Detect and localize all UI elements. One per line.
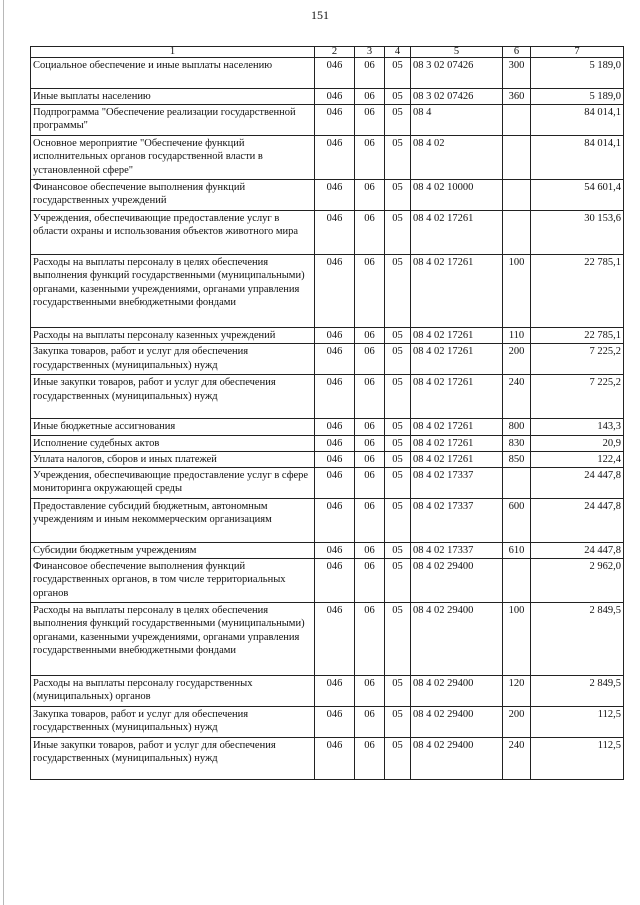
- cell-grbs: 046: [315, 559, 355, 603]
- table-row: [31, 105, 624, 136]
- cell-name: Основное мероприятие "Обеспечение функций исполнительных органов государственной власти в установленной сфере": [31, 136, 315, 180]
- cell-target-article: 08 4 02 10000: [411, 180, 503, 211]
- cell-name: Закупка товаров, работ и услуг для обеспечения государственных (муниципальных) нужд: [31, 707, 315, 738]
- cell-podrazdel: 05: [385, 468, 411, 499]
- column-header: 2: [315, 47, 355, 58]
- cell-name: Расходы на выплаты персоналу в целях обеспечения выполнения функций государственными (муниципальными) органами, казенными учреждениями, органами управления государственными внебюджетными фондами: [31, 603, 315, 676]
- cell-target-article: 08 4 02 17261: [411, 451, 503, 467]
- table-row: [31, 328, 624, 344]
- cell-expense-type: [503, 211, 531, 255]
- cell-razdel: 06: [355, 328, 385, 344]
- cell-name: Уплата налогов, сборов и иных платежей: [31, 451, 315, 467]
- cell-razdel: 06: [355, 255, 385, 328]
- cell-grbs: 046: [315, 738, 355, 780]
- cell-razdel: 06: [355, 211, 385, 255]
- cell-razdel: 06: [355, 603, 385, 676]
- column-header: 5: [411, 47, 503, 58]
- cell-grbs: 046: [315, 344, 355, 375]
- cell-amount: 30 153,6: [531, 211, 624, 255]
- cell-expense-type: 200: [503, 707, 531, 738]
- cell-podrazdel: 05: [385, 676, 411, 707]
- cell-podrazdel: 05: [385, 211, 411, 255]
- cell-name: Финансовое обеспечение выполнения функций государственных органов, в том числе территориальных органов: [31, 559, 315, 603]
- cell-amount: 84 014,1: [531, 105, 624, 136]
- cell-grbs: 046: [315, 136, 355, 180]
- cell-razdel: 06: [355, 344, 385, 375]
- cell-amount: 7 225,2: [531, 344, 624, 375]
- cell-amount: 22 785,1: [531, 255, 624, 328]
- cell-target-article: 08 4 02 17261: [411, 344, 503, 375]
- cell-name: Подпрограмма "Обеспечение реализации государственной программы": [31, 105, 315, 136]
- cell-expense-type: 100: [503, 255, 531, 328]
- cell-expense-type: 110: [503, 328, 531, 344]
- cell-grbs: 046: [315, 180, 355, 211]
- cell-podrazdel: 05: [385, 451, 411, 467]
- cell-grbs: 046: [315, 468, 355, 499]
- cell-target-article: 08 4 02 17261: [411, 419, 503, 435]
- cell-name: Расходы на выплаты персоналу в целях обеспечения выполнения функций государственными (муниципальными) органами, казенными учреждениями, органами управления государственными внебюджетными фондами: [31, 255, 315, 328]
- cell-razdel: 06: [355, 375, 385, 419]
- table-row: [31, 255, 624, 328]
- cell-target-article: 08 4 02 17261: [411, 255, 503, 328]
- cell-target-article: 08 4 02 17261: [411, 328, 503, 344]
- cell-name: Иные закупки товаров, работ и услуг для обеспечения государственных (муниципальных) нужд: [31, 375, 315, 419]
- table-row: [31, 707, 624, 738]
- cell-razdel: 06: [355, 89, 385, 105]
- cell-amount: 24 447,8: [531, 499, 624, 543]
- cell-target-article: 08 4 02 29400: [411, 559, 503, 603]
- cell-grbs: 046: [315, 58, 355, 89]
- table-row: [31, 543, 624, 559]
- cell-name: Субсидии бюджетным учреждениям: [31, 543, 315, 559]
- cell-grbs: 046: [315, 435, 355, 451]
- cell-amount: 5 189,0: [531, 89, 624, 105]
- cell-expense-type: 300: [503, 58, 531, 89]
- cell-amount: 54 601,4: [531, 180, 624, 211]
- table-row: [31, 499, 624, 543]
- cell-name: Расходы на выплаты персоналу казенных учреждений: [31, 328, 315, 344]
- cell-amount: 2 962,0: [531, 559, 624, 603]
- column-header: 7: [531, 47, 624, 58]
- cell-name: Финансовое обеспечение выполнения функций государственных учреждений: [31, 180, 315, 211]
- scan-edge-line: [3, 0, 4, 905]
- cell-amount: 24 447,8: [531, 543, 624, 559]
- table-row: [31, 676, 624, 707]
- table-row: [31, 559, 624, 603]
- cell-grbs: 046: [315, 603, 355, 676]
- cell-podrazdel: 05: [385, 180, 411, 211]
- cell-podrazdel: 05: [385, 58, 411, 89]
- table-row: [31, 468, 624, 499]
- budget-table-body: [31, 58, 624, 780]
- cell-target-article: 08 4 02 17261: [411, 435, 503, 451]
- cell-grbs: 046: [315, 451, 355, 467]
- cell-target-article: 08 4 02 29400: [411, 603, 503, 676]
- cell-grbs: 046: [315, 707, 355, 738]
- cell-razdel: 06: [355, 559, 385, 603]
- cell-razdel: 06: [355, 707, 385, 738]
- cell-podrazdel: 05: [385, 738, 411, 780]
- cell-razdel: 06: [355, 136, 385, 180]
- cell-expense-type: [503, 180, 531, 211]
- cell-expense-type: [503, 136, 531, 180]
- cell-target-article: 08 4 02 17337: [411, 543, 503, 559]
- column-header: 6: [503, 47, 531, 58]
- column-number-row: [31, 47, 624, 58]
- table-row: [31, 451, 624, 467]
- cell-expense-type: 600: [503, 499, 531, 543]
- cell-name: Учреждения, обеспечивающие предоставление услуг в области охраны и использования объектов животного мира: [31, 211, 315, 255]
- cell-amount: 122,4: [531, 451, 624, 467]
- cell-expense-type: [503, 468, 531, 499]
- cell-target-article: 08 3 02 07426: [411, 58, 503, 89]
- cell-podrazdel: 05: [385, 419, 411, 435]
- cell-grbs: 046: [315, 105, 355, 136]
- cell-amount: 84 014,1: [531, 136, 624, 180]
- cell-target-article: 08 4 02 17337: [411, 468, 503, 499]
- cell-podrazdel: 05: [385, 559, 411, 603]
- cell-expense-type: 200: [503, 344, 531, 375]
- cell-grbs: 046: [315, 543, 355, 559]
- cell-razdel: 06: [355, 676, 385, 707]
- cell-amount: 24 447,8: [531, 468, 624, 499]
- cell-razdel: 06: [355, 180, 385, 211]
- cell-podrazdel: 05: [385, 89, 411, 105]
- cell-grbs: 046: [315, 89, 355, 105]
- cell-target-article: 08 4 02 29400: [411, 707, 503, 738]
- table-row: [31, 738, 624, 780]
- cell-expense-type: [503, 559, 531, 603]
- cell-amount: 5 189,0: [531, 58, 624, 89]
- cell-razdel: 06: [355, 58, 385, 89]
- column-header: 1: [31, 47, 315, 58]
- cell-target-article: 08 3 02 07426: [411, 89, 503, 105]
- cell-name: Социальное обеспечение и иные выплаты населению: [31, 58, 315, 89]
- cell-podrazdel: 05: [385, 499, 411, 543]
- cell-expense-type: 800: [503, 419, 531, 435]
- cell-razdel: 06: [355, 105, 385, 136]
- cell-razdel: 06: [355, 468, 385, 499]
- cell-razdel: 06: [355, 499, 385, 543]
- cell-amount: 112,5: [531, 738, 624, 780]
- table-row: [31, 211, 624, 255]
- table-row: [31, 136, 624, 180]
- cell-grbs: 046: [315, 328, 355, 344]
- table-row: [31, 58, 624, 89]
- cell-target-article: 08 4 02: [411, 136, 503, 180]
- cell-amount: 2 849,5: [531, 603, 624, 676]
- cell-grbs: 046: [315, 499, 355, 543]
- cell-name: Иные закупки товаров, работ и услуг для обеспечения государственных (муниципальных) нужд: [31, 738, 315, 780]
- cell-podrazdel: 05: [385, 435, 411, 451]
- cell-target-article: 08 4 02 17337: [411, 499, 503, 543]
- table-row: [31, 435, 624, 451]
- cell-name: Учреждения, обеспечивающие предоставление услуг в сфере мониторинга окружающей среды: [31, 468, 315, 499]
- cell-razdel: 06: [355, 435, 385, 451]
- cell-expense-type: 120: [503, 676, 531, 707]
- cell-amount: 2 849,5: [531, 676, 624, 707]
- cell-expense-type: 240: [503, 738, 531, 780]
- column-header: 4: [385, 47, 411, 58]
- cell-podrazdel: 05: [385, 603, 411, 676]
- cell-expense-type: 830: [503, 435, 531, 451]
- column-header: 3: [355, 47, 385, 58]
- cell-grbs: 046: [315, 419, 355, 435]
- table-row: [31, 375, 624, 419]
- budget-table: [30, 46, 624, 780]
- cell-amount: 7 225,2: [531, 375, 624, 419]
- cell-expense-type: [503, 105, 531, 136]
- cell-amount: 20,9: [531, 435, 624, 451]
- table-row: [31, 419, 624, 435]
- cell-podrazdel: 05: [385, 255, 411, 328]
- cell-podrazdel: 05: [385, 105, 411, 136]
- cell-expense-type: 850: [503, 451, 531, 467]
- cell-target-article: 08 4 02 17261: [411, 375, 503, 419]
- cell-razdel: 06: [355, 451, 385, 467]
- table-row: [31, 180, 624, 211]
- cell-grbs: 046: [315, 255, 355, 328]
- cell-grbs: 046: [315, 211, 355, 255]
- cell-podrazdel: 05: [385, 375, 411, 419]
- cell-target-article: 08 4: [411, 105, 503, 136]
- table-row: [31, 89, 624, 105]
- cell-expense-type: 100: [503, 603, 531, 676]
- cell-podrazdel: 05: [385, 328, 411, 344]
- table-row: [31, 603, 624, 676]
- cell-name: Предоставление субсидий бюджетным, автономным учреждениям и иным некоммерческим организациям: [31, 499, 315, 543]
- cell-expense-type: 360: [503, 89, 531, 105]
- cell-name: Исполнение судебных актов: [31, 435, 315, 451]
- cell-razdel: 06: [355, 419, 385, 435]
- cell-amount: 143,3: [531, 419, 624, 435]
- cell-razdel: 06: [355, 543, 385, 559]
- cell-amount: 22 785,1: [531, 328, 624, 344]
- cell-podrazdel: 05: [385, 707, 411, 738]
- cell-razdel: 06: [355, 738, 385, 780]
- cell-name: Закупка товаров, работ и услуг для обеспечения государственных (муниципальных) нужд: [31, 344, 315, 375]
- cell-target-article: 08 4 02 17261: [411, 211, 503, 255]
- cell-name: Иные бюджетные ассигнования: [31, 419, 315, 435]
- page-number: 151: [311, 8, 329, 22]
- cell-amount: 112,5: [531, 707, 624, 738]
- cell-expense-type: 610: [503, 543, 531, 559]
- cell-name: Расходы на выплаты персоналу государственных (муниципальных) органов: [31, 676, 315, 707]
- cell-target-article: 08 4 02 29400: [411, 676, 503, 707]
- cell-podrazdel: 05: [385, 344, 411, 375]
- cell-grbs: 046: [315, 676, 355, 707]
- cell-expense-type: 240: [503, 375, 531, 419]
- table-row: [31, 344, 624, 375]
- cell-target-article: 08 4 02 29400: [411, 738, 503, 780]
- cell-podrazdel: 05: [385, 543, 411, 559]
- cell-grbs: 046: [315, 375, 355, 419]
- cell-name: Иные выплаты населению: [31, 89, 315, 105]
- cell-podrazdel: 05: [385, 136, 411, 180]
